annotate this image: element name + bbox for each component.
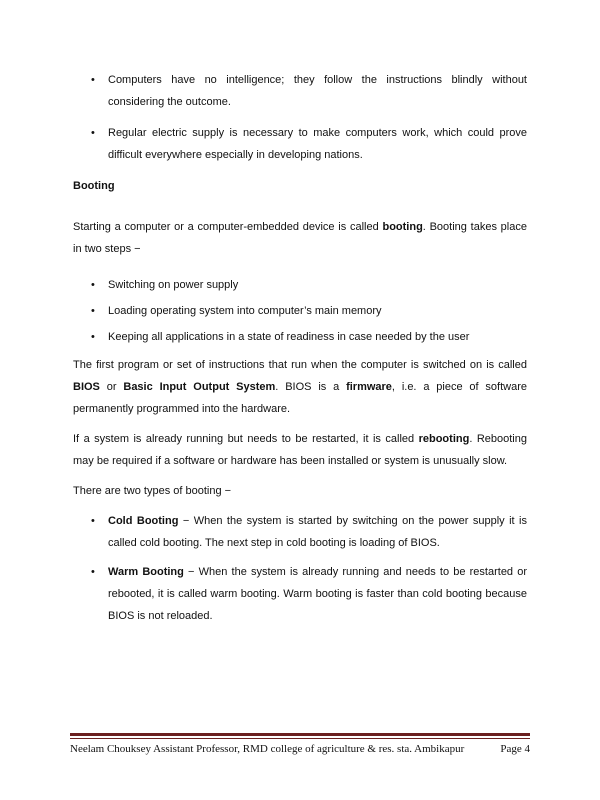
- term-rebooting: rebooting: [418, 433, 470, 445]
- term-bios: BIOS: [73, 381, 100, 393]
- list-item: [91, 510, 527, 554]
- list-item-text: Loading operating system into computer’s main memory: [108, 305, 382, 317]
- term-booting: booting: [382, 221, 423, 233]
- list-item-text: Keeping all applications in a state of readiness in case needed by the user: [108, 331, 470, 343]
- list-item: [91, 274, 527, 296]
- bios-text-3: . BIOS is a: [275, 381, 347, 393]
- term-basic-input-output-system: Basic Input Output System: [123, 381, 276, 393]
- list-item: [91, 561, 527, 627]
- bios-text-1: The first program or set of instructions that run when the computer is switched on is called: [73, 359, 527, 371]
- footer-divider-thin: [70, 738, 530, 739]
- term-warm-booting: Warm Booting: [108, 566, 184, 578]
- bios-text-4: , i.e. a piece of software permanently programmed into the hardware.: [73, 381, 527, 415]
- bullet-icon: •: [91, 515, 95, 527]
- list-item-text: Regular electric supply is necessary to make computers work, which could prove difficult everywhere especially in developing nations.: [108, 127, 527, 161]
- term-cold-booting: Cold Booting: [108, 515, 179, 527]
- types-intro: There are two types of booting −: [73, 485, 232, 497]
- footer-author: Neelam Chouksey Assistant Professor, RMD college of agriculture & res. sta. Ambikapur: [70, 743, 465, 755]
- intro-text-end: . Booting takes place in two steps −: [73, 221, 527, 255]
- intro-text: Starting a computer or a computer-embedded device is called: [73, 221, 383, 233]
- section-heading: Booting: [73, 180, 115, 192]
- intro-paragraph: [73, 216, 527, 260]
- reboot-text-end: . Rebooting may be required if a software or hardware has been installed or system is unusually slow.: [73, 433, 527, 467]
- bullet-icon: •: [91, 279, 95, 291]
- bullet-icon: •: [91, 127, 95, 139]
- page-footer: [70, 742, 530, 756]
- list-item-text: − When the system is already running and needs to be restarted or rebooted, it is called warm booting. Warm booting is faster than cold booting because BIOS is not reloaded.: [108, 566, 527, 622]
- bios-text-2: or: [99, 381, 124, 393]
- bullet-icon: •: [91, 305, 95, 317]
- list-item: [91, 300, 527, 322]
- list-item-text: Computers have no intelligence; they follow the instructions blindly without considering the outcome.: [108, 74, 527, 108]
- term-firmware: firmware: [346, 381, 392, 393]
- list-item: [91, 326, 527, 348]
- list-item: [91, 69, 527, 113]
- list-item-text: − When the system is started by switching on the power supply it is called cold booting. The next step in cold booting is loading of BIOS.: [108, 515, 527, 549]
- list-item: [91, 122, 527, 166]
- footer-divider: [70, 733, 530, 736]
- bullet-icon: •: [91, 74, 95, 86]
- bullet-icon: •: [91, 331, 95, 343]
- reboot-paragraph: [73, 428, 527, 472]
- bios-paragraph: [73, 354, 527, 420]
- page-number: Page 4: [500, 743, 530, 755]
- bullet-icon: •: [91, 566, 95, 578]
- list-item-text: Switching on power supply: [108, 279, 239, 291]
- reboot-text: If a system is already running but needs to be restarted, it is called: [73, 433, 419, 445]
